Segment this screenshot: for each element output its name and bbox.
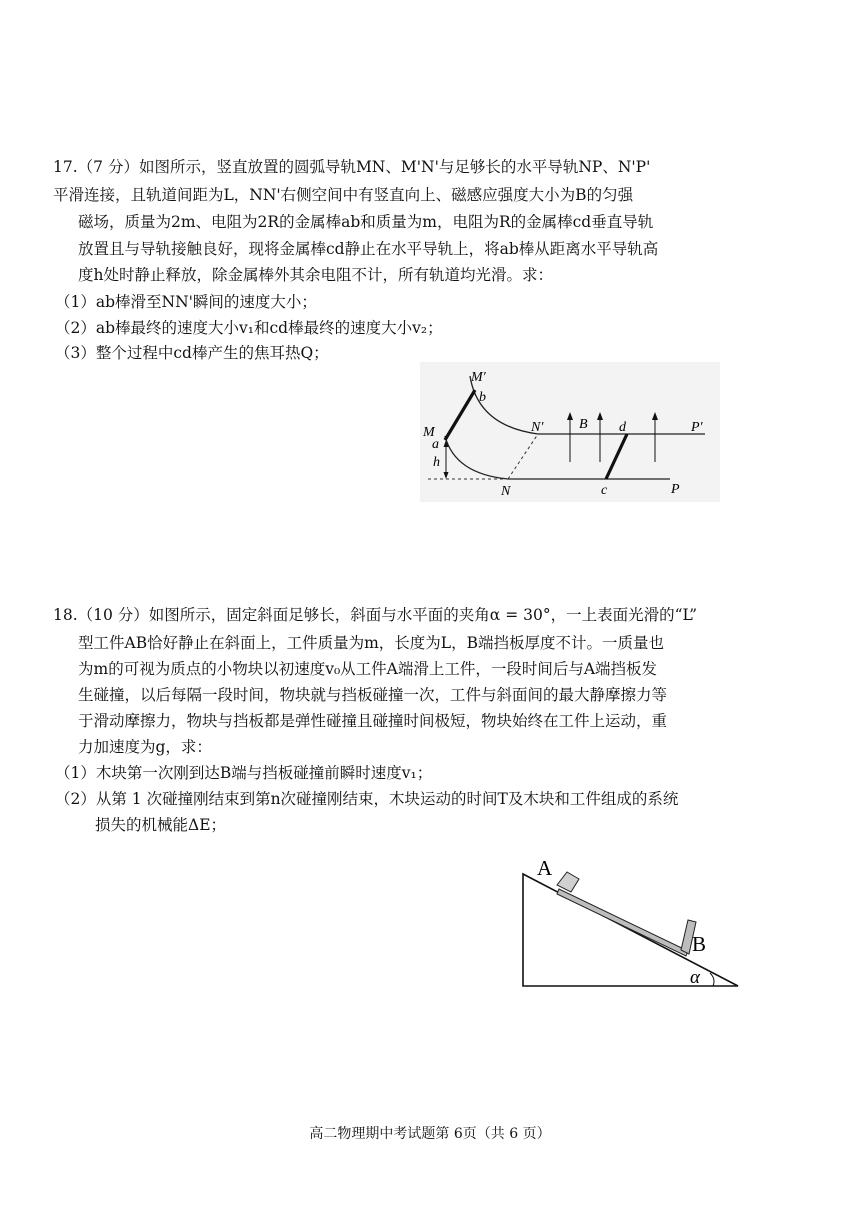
label-B: B (579, 417, 588, 432)
q18-line-2: 型工件AB恰好静止在斜面上，工件质量为m，长度为L，B端挡板厚度不计。一质量也 (78, 634, 664, 652)
label-b: b (479, 390, 486, 405)
alpha-arc (710, 973, 714, 986)
q18-line-1: 18.（10 分）如图所示，固定斜面足够长，斜面与水平面的夹角α = 30°，一上表面光滑的“L” (53, 606, 698, 624)
label-N: N (501, 484, 511, 499)
label-P-prime: P′ (691, 420, 703, 435)
label-P: P (671, 482, 680, 497)
q17-line-3: 磁场，质量为2m、电阻为2R的金属棒ab和质量为m，电阻为R的金属棒cd垂直导轨 (78, 213, 654, 231)
workpiece-AB (557, 889, 688, 956)
q18-line-6: 力加速度为g，求： (78, 738, 212, 756)
q17-line-4: 放置且与导轨接触良好，现将金属棒cd静止在水平导轨上，将ab棒从距离水平导轨高 (78, 240, 659, 258)
label-c: c (601, 483, 608, 498)
q17-sub-3: （3）整个过程中cd棒产生的焦耳热Q； (55, 344, 329, 362)
q17-line-5: 度h处时静止释放，除金属棒外其余电阻不计，所有轨道均光滑。求： (78, 266, 553, 284)
q17-rail-figure (420, 362, 720, 502)
q18-line-4: 生碰撞，以后每隔一段时间，物块就与挡板碰撞一次，工件与斜面间的最大静摩擦力等 (78, 686, 668, 704)
label-B: B (692, 932, 707, 956)
q18-sub-2: （2）从第 1 次碰撞刚结束到第n次碰撞刚结束，木块运动的时间T及木块和工件组成的系统 (55, 790, 679, 808)
label-alpha: α (690, 967, 700, 988)
label-A: A (537, 856, 553, 880)
label-M-prime: M′ (471, 370, 486, 385)
q17-sub-1: （1）ab棒滑至NN'瞬间的速度大小； (55, 293, 317, 311)
q18-line-5: 于滑动摩擦力，物块与挡板都是弹性碰撞且碰撞时间极短，物块始终在工件上运动，重 (78, 712, 668, 730)
label-N-prime: N′ (531, 420, 544, 435)
block-A (557, 872, 579, 892)
label-d: d (619, 420, 626, 435)
label-h: h (433, 455, 440, 470)
q17-sub-2: （2）ab棒最终的速度大小v₁和cd棒最终的速度大小v₂； (55, 319, 443, 337)
label-M: M (423, 425, 435, 440)
q17-line-2: 平滑连接，且轨道间距为L，NN'右侧空间中有竖直向上、磁感应强度大小为B的匀强 (53, 186, 634, 204)
page-footer: 高二物理期中考试题第 6页（共 6 页） (309, 1126, 551, 1142)
q17-line-1: 17.（7 分）如图所示，竖直放置的圆弧导轨MN、M'N'与足够长的水平导轨NP、N'P' (53, 158, 651, 176)
q18-sub-2-cont: 损失的机械能ΔE； (95, 816, 227, 834)
q18-sub-1: （1）木块第一次刚到达B端与挡板碰撞前瞬时速度v₁； (55, 764, 433, 782)
incline (523, 874, 738, 986)
q18-line-3: 为m的可视为质点的小物块以初速度v₀从工件A端滑上工件，一段时间后与A端挡板发 (78, 660, 658, 678)
q18-incline-figure (515, 852, 747, 992)
label-a: a (432, 437, 439, 452)
